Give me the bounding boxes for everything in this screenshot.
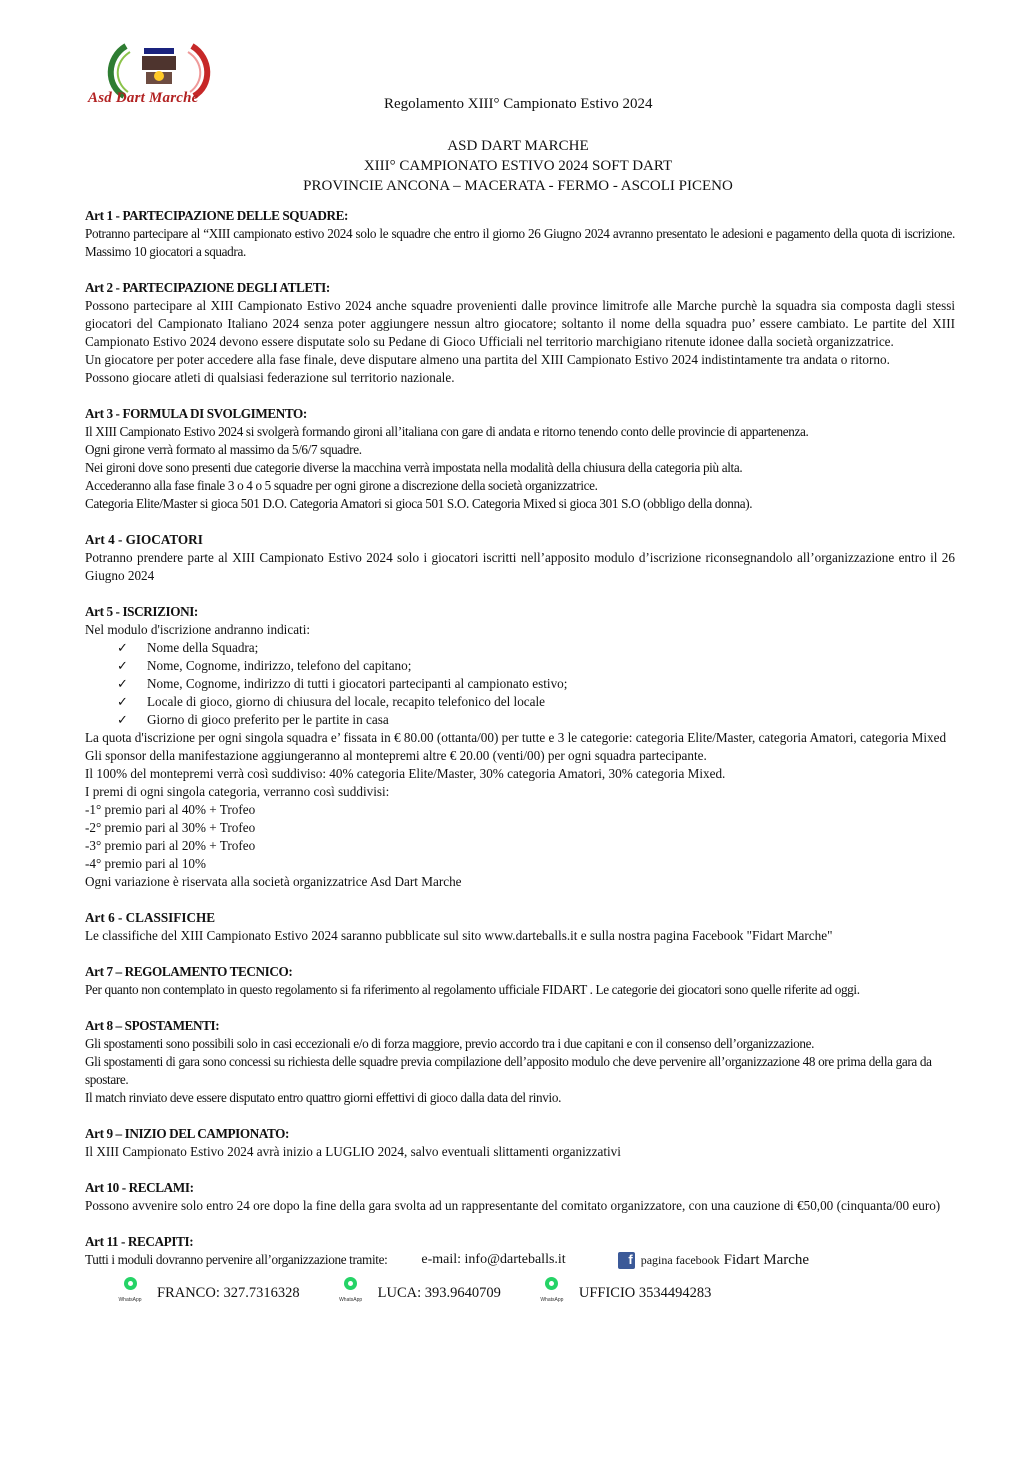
facebook-label: pagina facebook — [640, 1253, 720, 1267]
split-text: Il 100% del montepremi verrà così suddiviso: 40% categoria Elite/Master, 30% categoria Amatori, 30% categoria Mixed. — [85, 766, 726, 781]
article-text: Possono partecipare al XIII Campionato Estivo 2024 anche squadre provenienti dalle province limitrofe alle Marche purchè la squadra sia composta dagli stessi giocatori del Campionato Italiano 2024 senza poter aggiungere nessun altro giocatore; soltanto il nome della squadra puo’ essere cambiato. Le partite del XIII Campionato Estivo 2024 devono essere disputate solo su Pedane di Gioco Ufficiali nel territorio marchigiano ritenute idonee dalla società organizzatrice. — [85, 298, 955, 349]
article-line: Gli spostamenti sono possibili solo in casi eccezionali e/o di forza maggiore, previo accordo tra i due capitani e con il consenso dell’organizzazione. — [85, 1036, 815, 1051]
article-title: Art 5 - ISCRIZIONI: — [85, 604, 198, 619]
article-title: Art 11 - RECAPITI: — [85, 1234, 194, 1249]
article-7 — [85, 963, 955, 999]
phone-franco[interactable]: FRANCO: 327.7316328 — [157, 1285, 300, 1301]
article-line: Ogni girone verrà formato al massimo da 5/6/7 squadre. — [85, 442, 362, 457]
article-11 — [85, 1233, 955, 1309]
article-text: Potranno prendere parte al XIII Campionato Estivo 2024 solo i giocatori iscritti nell’apposito modulo d’iscrizione riconsegnandolo all’organizzazione entro il 26 Giugno 2024 — [85, 550, 955, 583]
article-line: Accederanno alla fase finale 3 o 4 o 5 squadre per ogni girone a discrezione della società organizzatrice. — [85, 478, 598, 493]
list-item: ✓ Giorno di gioco preferito per le partite in casa — [117, 712, 389, 727]
list-item: ✓ Locale di gioco, giorno di chiusura del locale, recapito telefonico del locale — [117, 694, 546, 709]
article-5 — [85, 603, 955, 891]
header-block — [0, 136, 1036, 196]
article-line: Gli spostamenti di gara sono concessi su richiesta delle squadre previa compilazione dell’apposito modulo che deve pervenire all’organizzazione 48 ore prima della gara da spostare. — [85, 1054, 932, 1087]
article-text: Potranno partecipare al “XIII campionato estivo 2024 solo le squadre che entro il giorno 26 Giugno 2024 avranno presentato le adesioni e pagamento della quota di iscrizione. Massimo 10 giocatori a squadra. — [85, 226, 955, 259]
regulation-content — [85, 207, 955, 1327]
article-line: Categoria Elite/Master si gioca 501 D.O. Categoria Amatori si gioca 501 S.O. Categoria Mixed si gioca 301 S.O (obbligo della donna). — [85, 496, 753, 511]
article-4 — [85, 531, 955, 585]
sponsor-text: Gli sponsor della manifestazione aggiungeranno al montepremi altre € 20.00 (venti/00) per ogni squadra partecipante. — [85, 748, 707, 763]
checklist — [117, 639, 955, 729]
article-title: Art 10 - RECLAMI: — [85, 1180, 194, 1195]
championship-name: XIII° CAMPIONATO ESTIVO 2024 SOFT DART — [363, 158, 673, 174]
article-line: Il XIII Campionato Estivo 2024 si svolgerà formando gironi all’italiana con gare di andata e ritorno tenendo conto delle provincie di appartenenza. — [85, 424, 809, 439]
phone-ufficio[interactable]: UFFICIO 3534494283 — [578, 1285, 712, 1301]
whatsapp-icon: WhatsApp — [537, 1277, 567, 1309]
article-title: Art 9 – INIZIO DEL CAMPIONATO: — [85, 1126, 290, 1141]
article-2 — [85, 279, 955, 387]
prize-line: -2° premio pari al 30% + Trofeo — [85, 820, 256, 835]
fee-text: La quota d'iscrizione per ogni singola squadra e’ fissata in € 80.00 (ottanta/00) per tutte e 3 le categorie: categoria Elite/Master, categoria Amatori, categoria Mixed — [85, 730, 947, 745]
article-title: Art 8 – SPOSTAMENTI: — [85, 1018, 220, 1033]
article-title: Art 3 - FORMULA DI SVOLGIMENTO: — [85, 406, 307, 421]
article-text: Possono avvenire solo entro 24 ore dopo la fine della gara svolta ad un rappresentante del comitato organizzatore, con una cauzione di €50,00 (cinquanta/00 euro) — [85, 1198, 941, 1213]
article-title: Art 2 - PARTECIPAZIONE DEGLI ATLETI: — [85, 280, 330, 295]
article-line: Nel modulo d'iscrizione andranno indicati: — [85, 622, 311, 637]
facebook-page-name: Fidart Marche — [723, 1252, 810, 1268]
article-text: Un giocatore per poter accedere alla fase finale, deve disputare almeno una partita del XIII Campionato Estivo 2024 indistintamente tra andata o ritorno. — [85, 352, 890, 367]
facebook-link[interactable] — [618, 1251, 809, 1269]
contacts-row — [85, 1251, 955, 1269]
checkmark-icon: ✓ — [117, 676, 129, 691]
phone-luca[interactable]: LUCA: 393.9640709 — [377, 1285, 501, 1301]
article-text: Possono giocare atleti di qualsiasi federazione sul territorio nazionale. — [85, 370, 455, 385]
whatsapp-icon: WhatsApp — [336, 1277, 366, 1309]
article-text: Per quanto non contemplato in questo regolamento si fa riferimento al regolamento ufficiale FIDART . Le categorie dei giocatori sono quelle riferite ad oggi. — [85, 982, 860, 997]
article-8 — [85, 1017, 955, 1107]
article-line: Nei gironi dove sono presenti due categorie diverse la macchina verrà impostata nella modalità della chiusura della categoria più alta. — [85, 460, 743, 475]
article-title: Art 1 - PARTECIPAZIONE DELLE SQUADRE: — [85, 208, 349, 223]
provinces: PROVINCIE ANCONA – MACERATA - FERMO - ASCOLI PICENO — [303, 178, 733, 194]
article-3 — [85, 405, 955, 513]
variation-note: Ogni variazione è riservata alla società organizzatrice Asd Dart Marche — [85, 874, 462, 889]
article-title: Art 6 - CLASSIFICHE — [85, 910, 216, 925]
checkmark-icon: ✓ — [117, 640, 129, 655]
article-6 — [85, 909, 955, 945]
article-9 — [85, 1125, 955, 1161]
prize-line: -4° premio pari al 10% — [85, 856, 206, 871]
article-title: Art 4 - GIOCATORI — [85, 532, 203, 547]
prizes-intro: I premi di ogni singola categoria, verranno così suddivisi: — [85, 784, 390, 799]
whatsapp-icon: WhatsApp — [115, 1277, 145, 1309]
checkmark-icon: ✓ — [117, 712, 129, 727]
logo-text: Asd Dart Marche — [88, 90, 199, 106]
prize-line: -1° premio pari al 40% + Trofeo — [85, 802, 256, 817]
contacts-intro: Tutti i moduli dovranno pervenire all’organizzazione tramite: — [85, 1252, 388, 1267]
article-1 — [85, 207, 955, 261]
list-item: ✓ Nome della Squadra; — [117, 640, 259, 655]
phone-list — [115, 1277, 955, 1309]
org-name: ASD DART MARCHE — [447, 138, 589, 154]
article-line: Il match rinviato deve essere disputato entro quattro giorni effettivi di gioco dalla data del rinvio. — [85, 1090, 562, 1105]
checkmark-icon: ✓ — [117, 658, 129, 673]
article-10 — [85, 1179, 955, 1215]
article-title: Art 7 – REGOLAMENTO TECNICO: — [85, 964, 293, 979]
prize-line: -3° premio pari al 20% + Trofeo — [85, 838, 256, 853]
article-text: Le classifiche del XIII Campionato Estivo 2024 saranno pubblicate sul sito www.darteballs.it e sulla nostra pagina Facebook "Fidart Marche" — [85, 928, 833, 943]
document-title: Regolamento XIII° Campionato Estivo 2024 — [384, 96, 653, 112]
facebook-icon: f — [618, 1252, 635, 1269]
list-item: ✓ Nome, Cognome, indirizzo di tutti i giocatori partecipanti al campionato estivo; — [117, 676, 568, 691]
checkmark-icon: ✓ — [117, 694, 129, 709]
email-link[interactable]: e-mail: info@darteballs.it — [421, 1252, 566, 1267]
article-text: Il XIII Campionato Estivo 2024 avrà inizio a LUGLIO 2024, salvo eventuali slittamenti organizzativi — [85, 1144, 621, 1159]
list-item: ✓ Nome, Cognome, indirizzo, telefono del capitano; — [117, 658, 412, 673]
